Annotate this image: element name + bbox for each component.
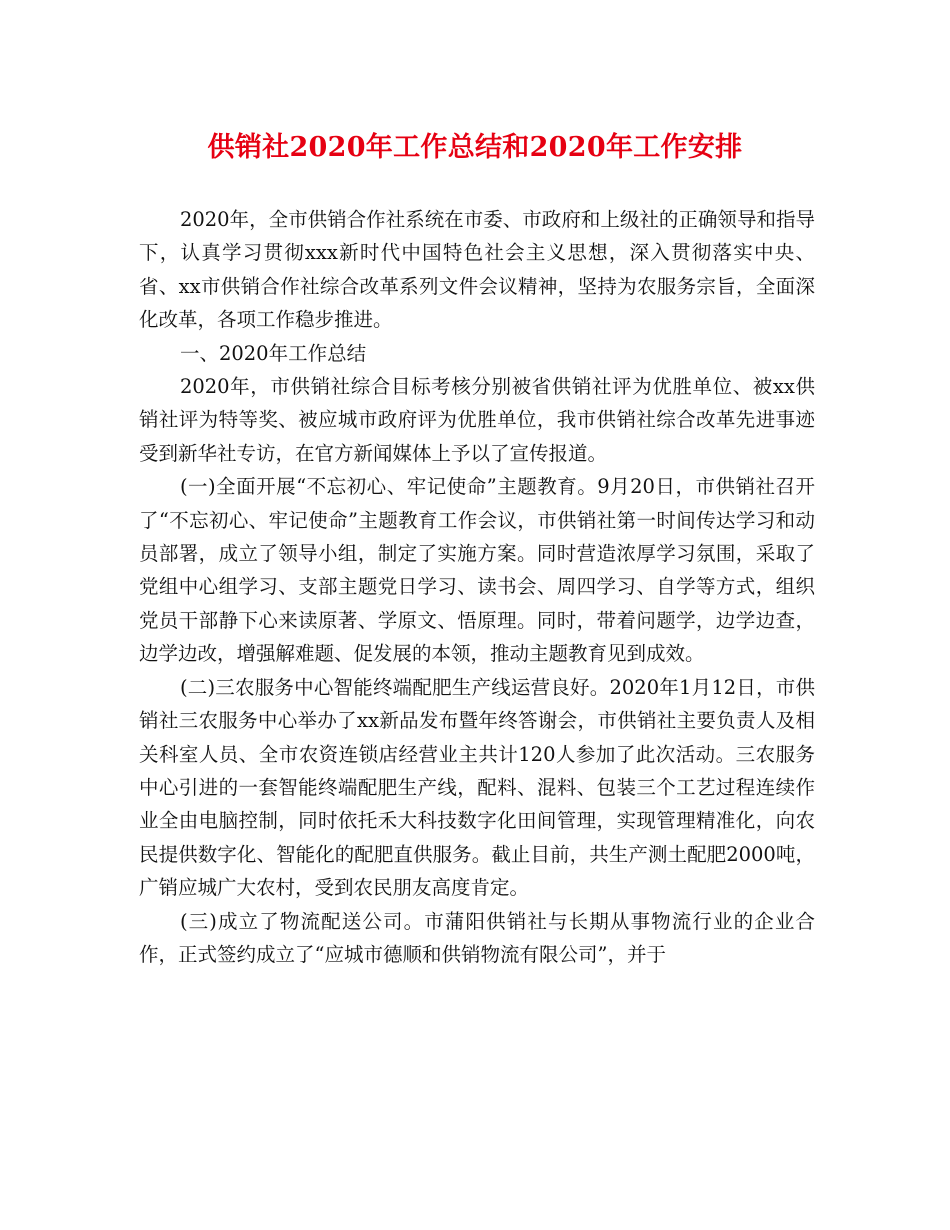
paragraph-overview: 2020年，市供销社综合目标考核分别被省供销社评为优胜单位、被xx供销社评为特等奖、被应城市政府评为优胜单位，我市供销社综合改革先进事迹受到新华社专访，在官方新闻媒体上予以了宣传报道。 <box>139 375 815 465</box>
document-body <box>139 203 815 971</box>
paragraph-item-3: (三)成立了物流配送公司。市蒲阳供销社与长期从事物流行业的企业合作，正式签约成立了“应城市德顺和供销物流有限公司”，并于 <box>139 909 815 966</box>
paragraph-item-1: (一)全面开展“不忘初心、牢记使命”主题教育。9月20日，市供销社召开了“不忘初心、牢记使命”主题教育工作会议，市供销社第一时间传达学习和动员部署，成立了领导小组，制定了实施方案。同时营造浓厚学习氛围，采取了党组中心组学习、支部主题党日学习、读书会、周四学习、自学等方式，组织党员干部静下心来读原著、学原文、悟原理。同时，带着问题学，边学边查，边学边改，增强解难题、促发展的本领，推动主题教育见到成效。 <box>139 475 815 666</box>
section-heading: 一、2020年工作总结 <box>179 341 367 365</box>
document-title: 供销社2020年工作总结和2020年工作安排 <box>207 132 743 163</box>
paragraph-intro: 2020年，全市供销合作社系统在市委、市政府和上级社的正确领导和指导下，认真学习贯彻xxx新时代中国特色社会主义思想，深入贯彻落实中央、省、xx市供销合作社综合改革系列文件会议精神，坚持为农服务宗旨，全面深化改革，各项工作稳步推进。 <box>139 208 815 332</box>
paragraph-item-2: (二)三农服务中心智能终端配肥生产线运营良好。2020年1月12日，市供销社三农服务中心举办了xx新品发布暨年终答谢会，市供销社主要负责人及相关科室人员、全市农资连锁店经营业主共计120人参加了此次活动。三农服务中心引进的一套智能终端配肥生产线，配料、混料、包装三个工艺过程连续作业全由电脑控制，同时依托禾大科技数字化田间管理，实现管理精准化，向农民提供数字化、智能化的配肥直供服务。截止目前，共生产测土配肥2000吨，广销应城广大农村，受到农民朋友高度肯定。 <box>139 675 815 900</box>
